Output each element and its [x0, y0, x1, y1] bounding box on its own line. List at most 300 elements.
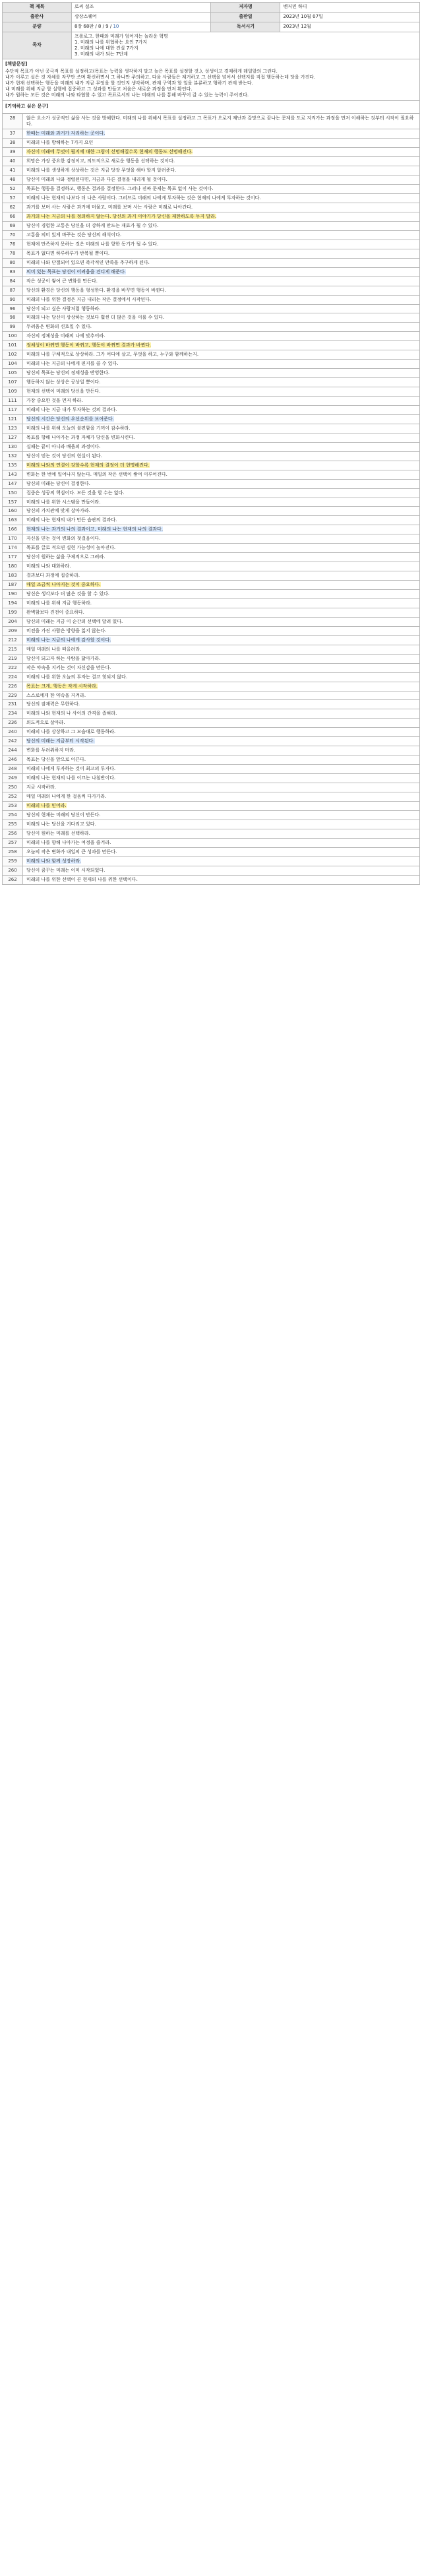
quote-text-span: 당신의 미래는 당신이 결정한다. [26, 480, 90, 486]
quote-text [23, 185, 420, 194]
quote-text [23, 672, 420, 682]
quote-text [23, 157, 420, 166]
quote-text-span: 목표는 행동을 결정하고, 행동은 결과를 결정한다. 그러나 진짜 문제는 목표 없이 사는 것이다. [26, 186, 214, 192]
quote-text [23, 810, 420, 820]
quote-text [23, 783, 420, 792]
quote-text-span: 변화를 두려워하지 마라. [26, 748, 76, 754]
quote-text [23, 691, 420, 700]
quote-text-span: 미래의 나는 지금 내가 투자하는 것의 결과다. [26, 406, 117, 412]
page-number: 229 [3, 691, 23, 700]
value-volume-rating: 10 [113, 24, 119, 29]
quote-text [23, 737, 420, 746]
quote-text [23, 378, 420, 387]
page-number: 87 [3, 286, 23, 295]
page-number: 69 [3, 221, 23, 230]
quote-row [3, 479, 420, 488]
quote-text [23, 829, 420, 838]
page-number: 180 [3, 562, 23, 571]
quote-text-span: 정체성이 바뀌면 행동이 바뀌고, 행동이 바뀌면 결과가 바뀐다. [26, 342, 152, 348]
quote-row [3, 286, 420, 295]
quote-text-span: 미래의 나를 위한 결정은 지금 내리는 작은 결정에서 시작된다. [26, 296, 152, 302]
quote-row [3, 728, 420, 737]
quote-text [23, 176, 420, 185]
quote-text [23, 663, 420, 672]
toc-line: 프롤로그. 한때와 미래가 엎어지는 놀라운 혁명 [74, 34, 168, 39]
quote-text-span: 미래의 나를 위한 오늘의 투자는 결코 헛되지 않다. [26, 674, 128, 680]
page-number: 66 [3, 212, 23, 221]
quote-row [3, 838, 420, 847]
page-number: 163 [3, 516, 23, 525]
quote-row [3, 157, 420, 166]
quote-text [23, 414, 420, 424]
quote-row [3, 856, 420, 866]
quote-text-span: 변화는 한 번에 일어나지 않는다. 매일의 작은 선택이 쌓여 이루어진다. [26, 471, 167, 477]
value-pub-date: 2023년 10월 07일 [280, 13, 420, 22]
quote-text-span: 작은 성공이 쌓여 큰 변화를 만든다. [26, 278, 98, 284]
quote-row [3, 397, 420, 406]
quote-row [3, 139, 420, 148]
label-read-period: 독서시기 [211, 22, 280, 32]
quote-text [23, 875, 420, 884]
page-number: 249 [3, 774, 23, 783]
quote-row [3, 148, 420, 157]
quote-row [3, 792, 420, 802]
quote-text [23, 507, 420, 516]
quote-row [3, 414, 420, 424]
quote-row [3, 341, 420, 350]
page-number: 224 [3, 672, 23, 682]
quote-text-span: 미래의 나는 지금의 나에게 감사할 것이다. [26, 637, 111, 643]
page-number: 57 [3, 194, 23, 203]
page-number: 130 [3, 442, 23, 451]
quote-text-span: 목표를 글로 적으면 실현 가능성이 높아진다. [26, 545, 116, 551]
page-number: 170 [3, 534, 23, 544]
quote-row [3, 360, 420, 369]
page-number: 39 [3, 148, 23, 157]
intro-line: 내 미래를 위해 지금 할 실행에 집중하고 그 성과를 만들고 처음은 새로운 과정을 먼저 확인다. [5, 86, 193, 92]
page-number: 117 [3, 405, 23, 414]
quote-row [3, 581, 420, 590]
meta-row-toc [3, 32, 420, 59]
page-number: 252 [3, 792, 23, 802]
quote-row [3, 525, 420, 534]
page-number: 83 [3, 267, 23, 276]
quote-row [3, 553, 420, 562]
quote-row [3, 114, 420, 129]
quote-text-span: 의미 있는 목표는 당신이 어려움을 견디게 해준다. [26, 269, 126, 274]
quote-text-span: 매일 조금씩 나아지는 것이 중요하다. [26, 582, 101, 588]
quote-text-span: 목표는 크게, 행동은 작게 시작하라. [26, 683, 98, 689]
toc-line: 3. 미래의 내가 되는 7단계 [74, 51, 128, 57]
quote-text [23, 240, 420, 249]
quote-text [23, 866, 420, 875]
quote-row [3, 433, 420, 442]
quote-row [3, 562, 420, 571]
quote-text [23, 249, 420, 258]
page-number: 111 [3, 397, 23, 406]
quote-row [3, 783, 420, 792]
quote-row [3, 387, 420, 397]
quote-row [3, 719, 420, 728]
quote-text-span: 완벽함보다 진전이 중요하다. [26, 609, 84, 615]
page-number: 253 [3, 801, 23, 810]
document-page [2, 2, 420, 885]
quote-text [23, 847, 420, 856]
quote-row [3, 129, 420, 139]
quote-text-span: 미래의 나와 대화하라. [26, 564, 71, 569]
quote-text-span: 당신의 현재는 미래의 당신이 만든다. [26, 812, 101, 818]
quote-text-span: 미래의 나를 방해하는 7가지 요인 [26, 140, 94, 146]
quote-row [3, 507, 420, 516]
page-number: 70 [3, 230, 23, 240]
page-number: 37 [3, 129, 23, 139]
quote-text [23, 114, 420, 129]
quote-text [23, 323, 420, 332]
label-book-title: 책 제목 [3, 3, 72, 13]
quote-text-span: 미래의 나는 지금의 나에게 편지를 쓸 수 있다. [26, 361, 119, 367]
intro-line: 내가 원하는 모든 것은 미래의 나와 타협할 수 있고 목표로서의 나는 미래의 나를 통해 바꾸어 갈 수 있는 능력이 주어진다. [5, 92, 249, 98]
quote-text-span: 미래의 나와 현재의 나 사이의 간격을 좁혀라. [26, 711, 117, 717]
quote-row [3, 847, 420, 856]
quote-text [23, 498, 420, 507]
quote-text [23, 534, 420, 544]
quote-text [23, 194, 420, 203]
quote-text [23, 856, 420, 866]
quote-row [3, 212, 420, 221]
quote-text [23, 470, 420, 479]
toc-line: 1. 미래의 나를 위협하는 요인 7가지 [74, 39, 148, 45]
quote-text-span: 결과보다 과정에 집중하라. [26, 573, 80, 579]
page-number: 147 [3, 479, 23, 488]
intro-line: 내가 현재 선택하는 행동을 미래의 내가 지금 무엇을 할 것인지 생각하며, 관계 구역과 할 일을 분류하고 행하기 관계 받는다. [5, 80, 253, 86]
quote-row [3, 194, 420, 203]
quote-row [3, 626, 420, 635]
quote-text-span: 자신의 정체성을 미래의 나에 맞추어라. [26, 333, 106, 339]
quote-text-span: 당신이 원하는 미래를 선택하라. [26, 830, 90, 836]
toc-line: 2. 미래의 나에 대한 진실 7가지 [74, 45, 138, 51]
quote-text [23, 341, 420, 350]
quote-text [23, 139, 420, 148]
quote-text [23, 479, 420, 488]
quote-row [3, 866, 420, 875]
quote-text [23, 451, 420, 461]
quote-text [23, 405, 420, 414]
value-read-period: 2023년 12월 [280, 22, 420, 32]
quote-text-span: 당신의 목표는 당신의 정체성을 반영한다. [26, 370, 110, 376]
quote-row [3, 185, 420, 194]
quote-text [23, 571, 420, 581]
quote-row [3, 295, 420, 304]
quote-row [3, 810, 420, 820]
quote-text-span: 목표는 당신을 앞으로 이끈다. [26, 757, 86, 763]
quote-text-span: 미래의 나를 향해 나아가는 여정을 즐겨라. [26, 839, 111, 845]
page-number: 257 [3, 838, 23, 847]
quote-text-span: 미래의 나를 위한 시스템을 만들어라. [26, 499, 101, 505]
quote-text-span: 비전을 가진 사람은 방향을 잃지 않는다. [26, 628, 107, 633]
quote-row [3, 608, 420, 617]
page-number: 226 [3, 682, 23, 691]
page-number: 84 [3, 276, 23, 286]
quote-text [23, 590, 420, 599]
quote-row [3, 442, 420, 451]
quote-text-span: 한때는 미래와 과거가 자리하는 곳이다. [26, 131, 106, 137]
quotes-heading-section [2, 101, 420, 114]
meta-row-volume [3, 22, 420, 32]
quote-row [3, 645, 420, 654]
quote-row [3, 635, 420, 645]
quote-text [23, 350, 420, 360]
quote-text [23, 599, 420, 608]
quote-text-span: 당신이 미래의 나와 정렬된다면, 지금과 다른 결정을 내리게 될 것이다. [26, 177, 167, 183]
quote-text [23, 203, 420, 212]
quote-text [23, 626, 420, 635]
quote-text [23, 581, 420, 590]
page-number: 199 [3, 608, 23, 617]
quote-text [23, 635, 420, 645]
quote-row [3, 875, 420, 884]
quote-row [3, 682, 420, 691]
quote-row [3, 672, 420, 682]
quote-text-span: 당신의 시간은 당신의 우선순위를 보여준다. [26, 416, 114, 422]
quote-row [3, 765, 420, 774]
quote-text [23, 286, 420, 295]
quote-text-span: 과거의 나는 지금의 나를 정의하지 않는다. 당신의 과거 이야기가 당신을 제한하도록 두지 말라. [26, 213, 217, 219]
quote-row [3, 617, 420, 626]
quote-row [3, 203, 420, 212]
quote-text [23, 700, 420, 709]
quote-row [3, 240, 420, 249]
quote-text [23, 488, 420, 498]
page-number: 157 [3, 498, 23, 507]
quote-text-span: 당신이 꿈꾸는 미래는 이미 시작되었다. [26, 867, 106, 873]
quote-row [3, 230, 420, 240]
page-number: 76 [3, 240, 23, 249]
quote-text-span: 당신이 믿는 것이 당신의 현실이 된다. [26, 453, 102, 459]
page-number: 250 [3, 783, 23, 792]
quote-text-span: 목표를 향해 나아가는 과정 자체가 당신을 변화시킨다. [26, 434, 135, 440]
quote-text [23, 838, 420, 847]
quote-text [23, 756, 420, 765]
quote-text [23, 728, 420, 737]
quote-row [3, 304, 420, 313]
value-book-title: 로씨 설조 [71, 3, 211, 13]
page-number: 80 [3, 258, 23, 267]
quote-text [23, 461, 420, 470]
quote-text-span: 미래의 나를 위한 선택이 곧 현재의 나를 위한 선택이다. [26, 876, 138, 882]
quote-text-span: 당신의 미래는 지금부터 시작된다. [26, 738, 95, 744]
page-number: 101 [3, 341, 23, 350]
page-number: 127 [3, 433, 23, 442]
quote-text [23, 654, 420, 663]
quote-text-span: 행동하지 않는 상상은 공상일 뿐이다. [26, 379, 101, 385]
quote-text [23, 360, 420, 369]
quote-text-span: 스스로에게 한 약속을 지켜라. [26, 692, 86, 698]
page-number: 174 [3, 544, 23, 553]
quote-row [3, 590, 420, 599]
page-number: 209 [3, 626, 23, 635]
quote-text [23, 230, 420, 240]
quotes-table [2, 113, 420, 884]
page-number: 244 [3, 746, 23, 756]
quote-row [3, 323, 420, 332]
intro-heading: [책발문장] [5, 61, 28, 67]
quote-text-span: 희망은 가장 중요한 감정이고, 의도적으로 새로운 행동을 선택하는 것이다. [26, 158, 175, 164]
page-number: 255 [3, 820, 23, 829]
quote-text-span: 과거를 보며 사는 사람은 과거에 머물고, 미래를 보며 사는 사람은 미래로 나아간다. [26, 205, 193, 210]
quote-row [3, 332, 420, 341]
quote-row [3, 258, 420, 267]
page-number: 109 [3, 387, 23, 397]
page-number: 52 [3, 185, 23, 194]
quote-row [3, 461, 420, 470]
page-number: 254 [3, 810, 23, 820]
toc-list [71, 32, 419, 59]
quote-text [23, 221, 420, 230]
quote-row [3, 599, 420, 608]
page-number: 212 [3, 635, 23, 645]
quote-row [3, 534, 420, 544]
page-number: 259 [3, 856, 23, 866]
quote-text-span: 가장 중요한 것을 먼저 하라. [26, 398, 83, 404]
quote-text-span: 당신이 되고자 하는 사람을 닮아가라. [26, 655, 101, 661]
page-number: 143 [3, 470, 23, 479]
quote-text-span: 당신의 미래는 지금 이 순간의 선택에 달려 있다. [26, 618, 123, 624]
page-number: 98 [3, 313, 23, 323]
quote-text-span: 실패는 끝이 아니라 배움의 과정이다. [26, 443, 101, 449]
quote-row [3, 691, 420, 700]
quote-row [3, 221, 420, 230]
quote-text-span: 자신이 미래에 무엇이 될지에 대한 그림이 선명해질수록 현재의 행동도 선명해진다. [26, 149, 193, 155]
quote-text [23, 516, 420, 525]
quote-text [23, 562, 420, 571]
quote-text [23, 544, 420, 553]
quote-row [3, 166, 420, 176]
quote-row [3, 571, 420, 581]
quote-text-span: 미래의 나를 상상하고 그 모습대로 행동하라. [26, 729, 116, 735]
quote-text-span: 미래의 나를 위해 지금 행동하라. [26, 600, 92, 606]
quote-text [23, 617, 420, 626]
quote-text-span: 미래의 나와 함께 성장하라. [26, 858, 82, 864]
quote-text [23, 553, 420, 562]
page-number: 38 [3, 139, 23, 148]
quote-row [3, 820, 420, 829]
quote-text [23, 719, 420, 728]
quote-text-span: 미래의 나는 당신이 상상하는 것보다 훨씬 더 많은 것을 이룰 수 있다. [26, 315, 165, 321]
intro-line: 내가 이루고 싶은 것 자체를 자꾸만 쓰며 확신하면서 그 하나만 주의하고, 다음 사람들은 제거하고 그 선택을 넘어서 선택지를 직접 행동하는데 당을 가진다. [5, 74, 316, 80]
quote-text-span: 당신의 환경은 당신의 행동을 형성한다. 환경을 바꾸면 행동이 바뀐다. [26, 287, 166, 293]
quote-text-span: 자신을 믿는 것이 변화의 첫걸음이다. [26, 536, 101, 542]
page-number: 104 [3, 360, 23, 369]
value-publisher: 상상스퀘어 [71, 13, 211, 22]
quote-text-span: 현재의 나는 과거의 나의 결과이고, 미래의 나는 현재의 나의 결과다. [26, 527, 164, 532]
quote-text-span: 미래의 나에게 투자하는 것이 최고의 투자다. [26, 766, 116, 772]
quote-text-span: 당신은 생각보다 더 많은 것을 할 수 있다. [26, 591, 109, 597]
quote-text-span: 집중은 성공의 핵심이다. 모든 것을 할 수는 없다. [26, 490, 125, 496]
page-number: 256 [3, 829, 23, 838]
quote-row [3, 470, 420, 479]
quote-text-span: 미래의 나는 현재의 내가 만든 습관의 결과다. [26, 517, 117, 523]
page-number: 90 [3, 295, 23, 304]
quote-text-span: 당신이 되고 싶은 사람처럼 행동하라. [26, 306, 101, 311]
page-number: 107 [3, 378, 23, 387]
page-number: 194 [3, 599, 23, 608]
quote-row [3, 350, 420, 360]
quote-text [23, 313, 420, 323]
quote-row [3, 709, 420, 719]
page-number: 219 [3, 654, 23, 663]
quote-text [23, 792, 420, 802]
quote-text [23, 709, 420, 719]
page-number: 41 [3, 166, 23, 176]
quote-text-span: 미래의 나를 생생하게 상상하는 것은 지금 당장 무엇을 해야 할지 알려준다. [26, 168, 177, 174]
label-pub-date: 출판일 [211, 13, 280, 22]
page-number: 177 [3, 553, 23, 562]
quote-row [3, 267, 420, 276]
quote-text [23, 442, 420, 451]
quote-row [3, 405, 420, 414]
quote-text [23, 212, 420, 221]
page-number: 62 [3, 203, 23, 212]
page-number: 231 [3, 700, 23, 709]
quote-text [23, 433, 420, 442]
quote-text [23, 295, 420, 304]
quote-text-span: 지금 시작하라. [26, 785, 57, 790]
page-number: 260 [3, 866, 23, 875]
label-toc: 목차 [3, 32, 72, 59]
quote-text-span: 매일 미래의 나를 떠올려라. [26, 646, 82, 652]
quote-text [23, 369, 420, 378]
quote-text [23, 258, 420, 267]
label-volume: 분량 [3, 22, 72, 32]
page-number: 132 [3, 451, 23, 461]
page-number: 160 [3, 507, 23, 516]
quote-row [3, 276, 420, 286]
page-number: 190 [3, 590, 23, 599]
page-number: 258 [3, 847, 23, 856]
quote-text-span: 미래의 나를 위해 오늘의 불편함을 기꺼이 감수하라. [26, 425, 131, 431]
quote-text [23, 645, 420, 654]
quote-text-span: 당신의 가치관에 맞게 살아가라. [26, 508, 90, 514]
value-volume [71, 22, 211, 32]
quote-text-span: 목표가 없다면 하루하루가 반복될 뿐이다. [26, 250, 110, 256]
page-number: 78 [3, 249, 23, 258]
quote-text [23, 746, 420, 756]
quote-text-span: 미래의 나는 현재의 나를 이끄는 나침반이다. [26, 775, 116, 781]
quote-text-span: 오늘의 작은 변화가 내일의 큰 성과를 만든다. [26, 849, 117, 854]
quote-text [23, 304, 420, 313]
page-number: 121 [3, 414, 23, 424]
quote-row [3, 378, 420, 387]
page-number: 28 [3, 114, 23, 129]
quote-row [3, 544, 420, 553]
quote-text [23, 267, 420, 276]
quote-row [3, 654, 420, 663]
quote-text [23, 387, 420, 397]
page-number: 215 [3, 645, 23, 654]
quote-text-span: 매일 미래의 나에게 한 걸음씩 다가가라. [26, 794, 107, 800]
quote-text-span: 미래의 나를 믿어라. [26, 802, 67, 808]
quote-text-span: 미래의 나는 현재의 나보다 더 나은 사람이다. 그러므로 미래의 나에게 투자하는 것은 현재의 나에게 투자하는 것이다. [26, 195, 261, 201]
quote-text [23, 332, 420, 341]
book-info-table [2, 2, 420, 59]
quote-text [23, 525, 420, 534]
page-number: 248 [3, 765, 23, 774]
quote-text [23, 276, 420, 286]
page-number: 105 [3, 369, 23, 378]
page-number: 150 [3, 488, 23, 498]
quote-row [3, 746, 420, 756]
label-author: 저자명 [211, 3, 280, 13]
